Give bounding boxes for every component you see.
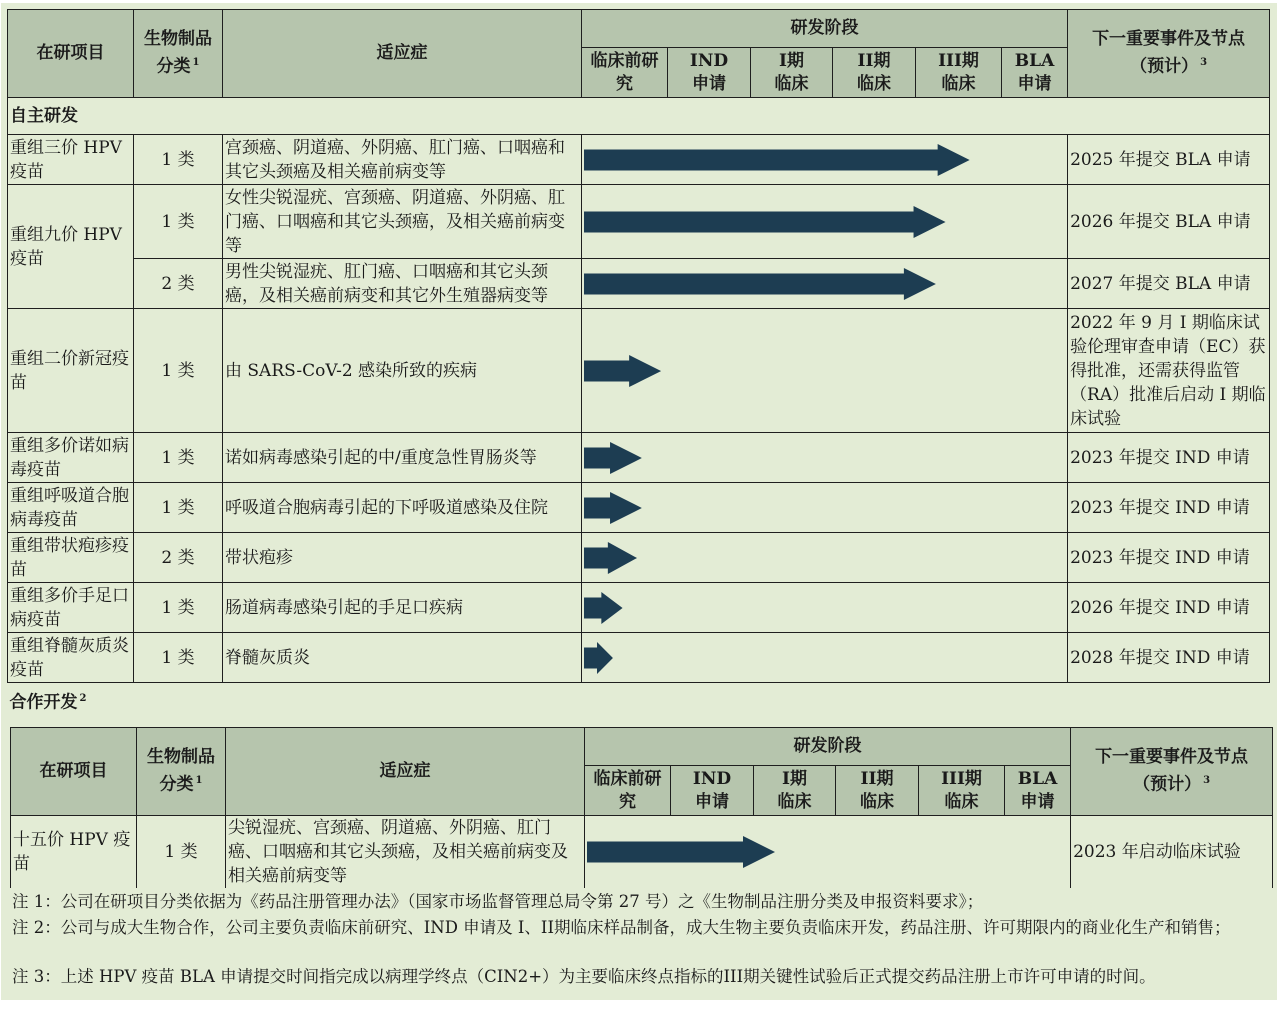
row-category: 1 类 (137, 816, 226, 889)
table-row (8, 533, 1270, 583)
table-row (8, 135, 1270, 185)
header-stage-preclinical: 临床前研 究 (585, 766, 671, 816)
row-indication: 脊髓灰质炎 (223, 633, 582, 683)
table-row (8, 483, 1270, 533)
progress-arrow (584, 268, 936, 300)
progress-arrow-shape (584, 492, 642, 524)
row-progress (582, 309, 1068, 433)
row-next-event: 2025 年提交 BLA 申请 (1068, 135, 1270, 185)
row-category: 1 类 (134, 309, 223, 433)
progress-arrow (584, 492, 642, 524)
header-stage-group: 研发阶段 (582, 10, 1068, 48)
row-indication: 肠道病毒感染引起的手足口疾病 (223, 583, 582, 633)
row-project: 十五价 HPV 疫苗 (11, 816, 137, 889)
row-category: 1 类 (134, 633, 223, 683)
progress-arrow (584, 592, 623, 624)
row-next-event: 2027 年提交 BLA 申请 (1068, 259, 1270, 309)
row-next-event: 2022 年 9 月 I 期临床试验伦理审查申请（EC）获得批准，还需获得监管（RA）批准后启动 I 期临床试验 (1068, 309, 1270, 433)
progress-arrow-shape (584, 442, 642, 474)
header-stage-group: 研发阶段 (585, 728, 1071, 766)
progress-arrow (584, 542, 637, 574)
row-indication: 呼吸道合胞病毒引起的下呼吸道感染及住院 (223, 483, 582, 533)
progress-arrow (587, 836, 775, 868)
row-project: 重组脊髓灰质炎疫苗 (8, 633, 134, 683)
header-stage-phase1: I期 临床 (751, 48, 833, 98)
header-indication: 适应症 (226, 728, 585, 816)
footnote-3: 注 3：上述 HPV 疫苗 BLA 申请提交时间指完成以病理学终点（CIN2+）为主要临床终点指标的III期关键性试验后正式提交药品注册上市许可申请的时间。 (12, 967, 1156, 986)
header-stage-phase2: II期 临床 (836, 766, 919, 816)
header-project: 在研项目 (8, 10, 134, 98)
row-project: 重组多价诺如病毒疫苗 (8, 433, 134, 483)
row-indication: 诺如病毒感染引起的中/重度急性胃肠炎等 (223, 433, 582, 483)
progress-arrow-shape (587, 836, 775, 868)
table-row (8, 259, 1270, 309)
progress-arrow-shape (584, 355, 661, 387)
row-progress (582, 259, 1068, 309)
row-progress (582, 483, 1068, 533)
table-row (8, 309, 1270, 433)
progress-arrow (584, 442, 642, 474)
row-indication: 宫颈癌、阴道癌、外阴癌、肛门癌、口咽癌和其它头颈癌及相关癌前病变等 (223, 135, 582, 185)
row-project: 重组二价新冠疫苗 (8, 309, 134, 433)
table-row (11, 816, 1273, 889)
progress-arrow (584, 206, 946, 238)
row-indication: 带状疱疹 (223, 533, 582, 583)
row-next-event: 2028 年提交 IND 申请 (1068, 633, 1270, 683)
section-self-developed: 自主研发 (8, 98, 1270, 135)
header-stage-preclinical: 临床前研 究 (582, 48, 668, 98)
progress-arrow-shape (584, 206, 946, 238)
row-next-event: 2023 年启动临床试验 (1071, 816, 1273, 889)
progress-arrow-shape (584, 268, 936, 300)
row-progress (582, 633, 1068, 683)
row-progress (582, 583, 1068, 633)
header-indication: 适应症 (223, 10, 582, 98)
section-partner: 合作开发 $^2$ (8, 683, 1270, 719)
row-category: 1 类 (134, 433, 223, 483)
row-next-event: 2026 年提交 IND 申请 (1068, 583, 1270, 633)
progress-arrow-shape (584, 542, 637, 574)
header-category: 生物制品 分类 $^1$ (134, 10, 223, 98)
row-next-event: 2023 年提交 IND 申请 (1068, 433, 1270, 483)
footnote-2: 注 2：公司与成大生物合作，公司主要负责临床前研究、IND 申请及 I、II期临床样品制备，成大生物主要负责临床开发，药品注册、许可期限内的商业化生产和销售； (12, 918, 1231, 937)
row-indication: 男性尖锐湿疣、肛门癌、口咽癌和其它头颈癌，及相关癌前病变和其它外生殖器病变等 (223, 259, 582, 309)
header-stage-phase3: III期 临床 (919, 766, 1005, 816)
row-project: 重组九价 HPV 疫苗 (8, 185, 134, 309)
row-next-event: 2026 年提交 BLA 申请 (1068, 185, 1270, 259)
row-project: 重组三价 HPV 疫苗 (8, 135, 134, 185)
row-category: 1 类 (134, 135, 223, 185)
table-row (8, 433, 1270, 483)
header-stage-phase2: II期 临床 (833, 48, 916, 98)
row-project: 重组多价手足口病疫苗 (8, 583, 134, 633)
header-stage-bla: BLA 申请 (1002, 48, 1068, 98)
row-progress (582, 185, 1068, 259)
table-row (8, 633, 1270, 683)
footnote-1: 注 1：公司在研项目分类依据为《药品注册管理办法》（国家市场监督管理总局令第 27 号）之《生物制品注册分类及申报资料要求》； (12, 892, 984, 911)
row-indication: 尖锐湿疣、宫颈癌、阴道癌、外阴癌、肛门癌、口咽癌和其它头颈癌，及相关癌前病变及相关癌前病变等 (226, 816, 585, 889)
row-project: 重组带状疱疹疫苗 (8, 533, 134, 583)
progress-arrow-shape (584, 592, 623, 624)
row-category: 1 类 (134, 483, 223, 533)
header-category: 生物制品 分类 $^1$ (137, 728, 226, 816)
header-stage-ind: IND 申请 (671, 766, 754, 816)
row-indication: 由 SARS-CoV-2 感染所致的疾病 (223, 309, 582, 433)
row-progress (585, 816, 1071, 889)
row-category: 1 类 (134, 185, 223, 259)
row-progress (582, 135, 1068, 185)
row-progress (582, 533, 1068, 583)
header-stage-bla: BLA 申请 (1005, 766, 1071, 816)
table-row (8, 185, 1270, 259)
row-category: 2 类 (134, 533, 223, 583)
progress-arrow (584, 144, 970, 176)
progress-arrow-shape (584, 642, 613, 674)
pipeline-table-self (7, 9, 1270, 719)
row-progress (582, 433, 1068, 483)
row-category: 1 类 (134, 583, 223, 633)
row-indication: 女性尖锐湿疣、宫颈癌、阴道癌、外阴癌、肛门癌、口咽癌和其它头颈癌，及相关癌前病变等 (223, 185, 582, 259)
header-stage-ind: IND 申请 (668, 48, 751, 98)
footnotes (1, 888, 1277, 1000)
progress-arrow (584, 355, 661, 387)
header-project: 在研项目 (11, 728, 137, 816)
progress-arrow-shape (584, 144, 970, 176)
row-category: 2 类 (134, 259, 223, 309)
header-next-event: 下一重要事件及节点 （预计） $^3$ (1068, 10, 1270, 98)
table-row (8, 583, 1270, 633)
header-next-event: 下一重要事件及节点 （预计） $^3$ (1071, 728, 1273, 816)
header-stage-phase3: III期 临床 (916, 48, 1002, 98)
progress-arrow (584, 642, 613, 674)
row-next-event: 2023 年提交 IND 申请 (1068, 533, 1270, 583)
pipeline-table-partner (10, 727, 1273, 889)
row-project: 重组呼吸道合胞病毒疫苗 (8, 483, 134, 533)
header-stage-phase1: I期 临床 (754, 766, 836, 816)
row-next-event: 2023 年提交 IND 申请 (1068, 483, 1270, 533)
